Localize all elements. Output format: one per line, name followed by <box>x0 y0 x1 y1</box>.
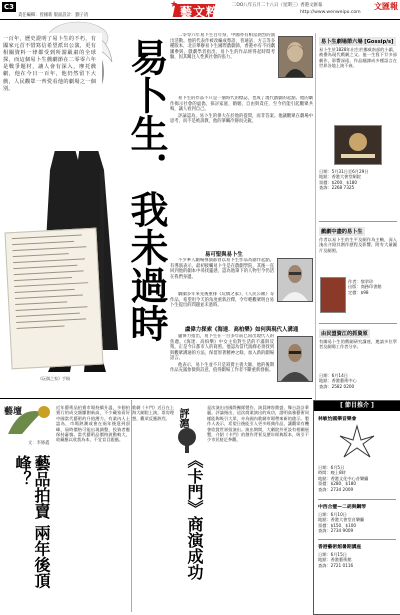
recommendations-title: [ 節目推介 ] <box>314 401 400 411</box>
article-paragraph: 不少華人劇場導演都曾以易卜生作品為創作起點。有導演表示，最初接觸易卜生是在戲劇學院，其後一直回到他的劇本中尋找靈感，認為他筆下的人物至今仍活在我們身邊。 <box>170 258 274 280</box>
article-paragraph: 他表示，易卜生並不只是寫實主義大師，他的後期作品充滿象徵與詩意，值得劇場工作者不斷重新發掘。 <box>170 362 274 373</box>
article-paragraph: 盧偉力指出，易卜生在一百多年前已寫出現代人的焦慮。《海達．高柏樂》中女主角對生活的不滿與反叛，正是今日都市人的寫照。他認為當代演繹必須找到與觀眾溝通的方法，保留原著精神之餘，加入新的劇場語言。 <box>170 334 274 361</box>
column-name-review: 評滬 <box>177 408 188 428</box>
subheading-2: 盧偉力探索《海達．高柏樂》如何與現代人溝通 <box>185 327 299 333</box>
column-name-art: 藝壇 <box>4 407 23 417</box>
sidebar-text-3: 有關易卜生的戲劇研究講座，邀請多位學者及劇場工作者分享。 <box>319 339 397 350</box>
poster-image <box>334 125 382 165</box>
sidebar-title-3: 由民盟資江的抓資原 <box>321 331 368 337</box>
page-header <box>0 0 400 22</box>
editors-credit: 責任編輯：曾國新 版面設計：劉子清 <box>18 13 89 18</box>
manuscript-caption: 《玩偶之家》手稿 <box>38 376 70 381</box>
website-url[interactable]: http://www.wenweipo.com <box>300 10 361 15</box>
manuscript-line <box>13 265 77 269</box>
sidebar-title-1: 易卜生劇場節六場 [Gossip/s] <box>321 39 394 45</box>
sidebar-title-2: 戲劇中盡的易卜生 <box>321 229 363 235</box>
poster-graphic <box>335 126 381 164</box>
article-paragraph: 二零零六年易卜生百年祭，中國亦有相當熱烈的演出活動。他的代表作被改編成粵語、普通話、方言等多種版本，北京舉辦易卜生國際戲劇節，香港亦有不同劇團參與。戲劇學者指出，易卜生的作品經得起時間考驗，因其關注人性與社會的張力。 <box>170 33 275 60</box>
sidebar-text-1: 易卜生於1828年出生於挪威南部的小鎮，被譽為現代戲劇之父。他一生寫下廿多部劇作，影響深遠，作品翻譯成多種語言在世界各地上演不衰。 <box>319 47 397 69</box>
program-recommendations <box>313 400 400 615</box>
lead-headline: 易卜生．我未過時 <box>124 38 169 342</box>
manuscript-line <box>15 301 67 305</box>
section-logo-text: 藝文粹 <box>180 5 220 19</box>
info-sidebar <box>315 33 400 428</box>
star-icon: ★ <box>170 0 179 10</box>
newspaper-brand: 文匯報 <box>374 1 398 11</box>
manuscript-line <box>13 253 69 257</box>
manuscript-line <box>12 241 74 245</box>
portrait-photo <box>278 36 313 78</box>
director-photo <box>277 258 313 302</box>
recommendation-item-text: 日期：6月15日 地點：香港藝術館 查詢：2721 0116 <box>318 552 354 568</box>
bottom-middle-headline: 《卡門》商演成功 <box>185 452 204 580</box>
article-block-3 <box>170 258 274 288</box>
recommendation-item-title[interactable]: 香港藝術館暑期講座 <box>318 545 362 550</box>
intro-box <box>0 33 102 151</box>
recommendation-item-title[interactable]: 中西合璧—二胡與鋼琴 <box>318 505 366 510</box>
page-number: C3 <box>3 3 14 11</box>
sidebar-divider <box>319 221 397 222</box>
article-block-1 <box>170 33 275 93</box>
recommendation-item-text: 日期：6月5日 時間：晚上8時 地點：香港文化中心音樂廳 票價：$280、$180 查詢：2734 2009 <box>318 465 369 492</box>
manuscript-line <box>12 246 86 251</box>
sidebar-info-1: 日期：5月31日至6月29日 地點：香港大會堂劇院 票價：$200、$180 查詢：2268 7325 <box>319 169 369 191</box>
section-logo <box>170 0 226 20</box>
sculpture-image <box>336 424 378 460</box>
manuscript-line <box>15 289 75 293</box>
director-photo-graphic <box>278 259 312 301</box>
recommendation-item-text: 日期：6月10日 地點：香港大會堂音樂廳 票價：$150、$100 查詢：2734 9009 <box>318 512 365 534</box>
manuscript-line <box>14 277 72 281</box>
manuscript-line <box>16 325 64 329</box>
manuscript-image <box>4 228 103 370</box>
bottom-middle-text-left: 歌劇《卡門》近日在上海大劇院上演，票房理想，觀眾反應熱烈。 <box>132 405 174 421</box>
article-paragraph: 劇團多年來先後重排《玩偶之家》、《人民公敵》等作品，希望用今天的角度重新詮釋，令年輕觀眾明白易卜生提出的問題並未過時。 <box>170 292 274 308</box>
scholar-photo <box>277 336 313 382</box>
section-divider <box>0 398 312 399</box>
manuscript-line <box>12 234 82 239</box>
manuscript-line <box>14 282 88 287</box>
book-cover-image <box>320 277 346 313</box>
intro-text: 一百年，歷史證明了易卜生的不朽，有國家元首不惜寫信希望派出公演，更有相關資料一律都受到所謂嚴肅的全球探，而這個易卜生戲劇節在二零零六年是戰爭題材，讓人會有深入，摩托戲劇，他在今日一百年，他仍然留下大戲，人民觀眾一齊愛看他的劇場之一個別。 <box>3 36 96 92</box>
sidebar-info-3: 日期：6月14日 地點：香港藝術中心 查詢：2582 0200 <box>319 373 357 389</box>
manuscript-line <box>14 270 84 275</box>
sidebar-text-2: 作者以易卜生的生平及劇作為主軸，深入淺出介紹其創作歷程及影響，附有大量圖片及劇照。 <box>319 237 397 253</box>
manuscript-line <box>15 294 83 299</box>
recommendation-item-title[interactable]: 林敏怡國樂音樂會 <box>318 417 357 422</box>
portrait-photo-graphic <box>279 37 312 77</box>
article-paragraph: 評論認為，易卜生的偉大在於他的提問，而非答案。他讓觀眾在劇場中思考，而不是被說教，他的筆觸冷靜而尖銳。 <box>170 113 313 124</box>
bottom-middle-text-right: 是次演出由國際團隊製作，演員陣容鼎盛，舞台設計華麗。評論指出，這次商業演出的成功，證明高雅藝術同樣能夠吸引大眾，亦為國內歌劇市場帶來新的啟示。製作人表示，希望日後能引入更多經典作品，讓觀眾有機會欣賞世界級演出。演出期間，大劇院外更設有相關展覽，介紹《卡門》的創作背景及歷年經典版本，吸引不少市民駐足參觀。 <box>207 405 309 443</box>
manuscript-line <box>16 306 88 311</box>
dateline: 二OO八年五月二十八日（星期三）香港文匯報 <box>232 3 323 8</box>
bottom-left-headline: 藝品拍賣 兩年後頂峰？ <box>13 455 51 589</box>
manuscript-line <box>16 313 80 317</box>
manuscript-line <box>16 318 86 323</box>
manuscript-line <box>13 258 85 263</box>
article-paragraph: 易卜生的作品不只是一個時代的標誌，也成了現代戲劇的起點。他的劇作揭示社會的虛偽，探討家庭、婚姻、自由與責任，至今仍能引起觀眾共鳴，讓人看到自己。 <box>170 96 313 112</box>
sidebar-info-2: 作者：黎翠珍 出版：商務印書館 定價：$98 <box>348 279 382 295</box>
article-block-5 <box>170 334 274 396</box>
scholar-photo-graphic <box>278 337 312 381</box>
recommendation-divider <box>318 499 396 500</box>
sidebar-divider <box>319 323 397 324</box>
bottom-left-text: 近年藝術品拍賣市場持續升溫，多個拍賣行的成交額屢創新高，不少藏家看好中國當代藝術的升值潛力。有業內人士認為，市場熱潮或會在兩年後達到頂峰，屆時價格可能出現調整，投資者應保持審慎。當代藝術品價格波動較大，收藏應以欣賞為本，不宜盲目跟風。 <box>56 405 130 443</box>
recommendation-divider <box>318 539 396 540</box>
subheading-1: 易可聖與易卜生 <box>205 252 243 258</box>
article-block-4 <box>170 292 274 320</box>
article-block-2 <box>170 96 313 246</box>
byline: 文：李修鑫 <box>28 441 50 446</box>
